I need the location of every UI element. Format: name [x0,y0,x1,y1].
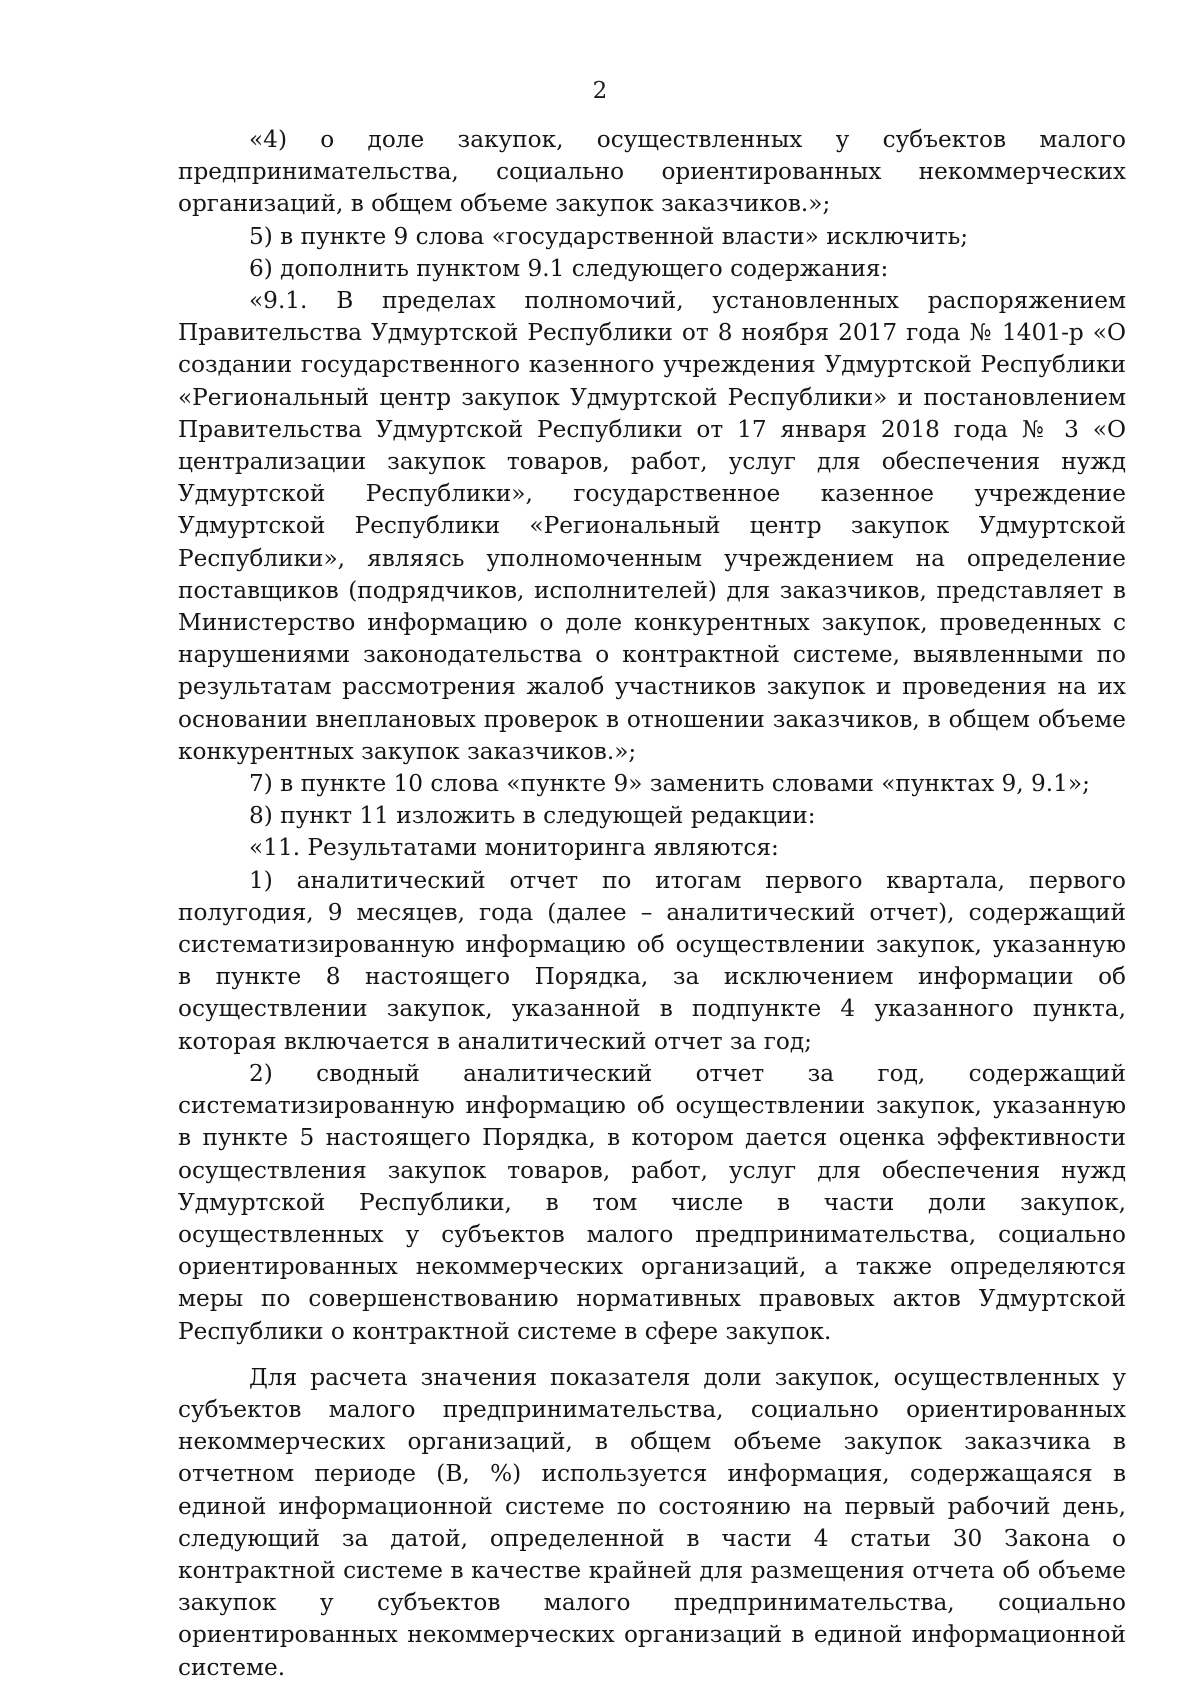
page-number: 2 [592,78,608,104]
paragraph-calculation: Для расчета значения показателя доли закупок, осуществленных у субъектов малого предпринимательства, социально ориентированных некоммерческих организаций, в общем объеме закупок заказчика в отчетном периоде (В, %) используется информация, содержащаяся в единой информационной системе по состоянию на первый рабочий день, следующий за датой, определенной в части 4 статьи 30 Закона о контрактной системе в качестве крайней для размещения отчета об объеме закупок у субъектов малого предпринимательства, социально ориентированных некоммерческих организаций в единой информационной системе. [178,1363,1126,1681]
document-body [178,124,1126,1684]
paragraph-point-6: 6) дополнить пунктом 9.1 следующего содержания: [249,254,889,282]
paragraph-subpoint-2: 2) сводный аналитический отчет за год, содержащий систематизированную информацию об осуществлении закупок, указанную в пункте 5 настоящего Порядка, в котором дается оценка эффективности осуществления закупок товаров, работ, услуг для обеспечения нужд Удмуртской Республики, в том числе в части доли закупок, осуществленных у субъектов малого предпринимательства, социально ориентированных некоммерческих организаций, а также определяются меры по совершенствованию нормативных правовых актов Удмуртской Республики о контрактной системе в сфере закупок. [178,1059,1126,1345]
paragraph-subpoint-1: 1) аналитический отчет по итогам первого квартала, первого полугодия, 9 месяцев, года (далее – аналитический отчет), содержащий систематизированную информацию об осуществлении закупок, указанную в пункте 8 настоящего Порядка, за исключением информации об осуществлении закупок, указанной в подпункте 4 указанного пункта, которая включается в аналитический отчет за год; [178,866,1126,1055]
paragraph-point-8: 8) пункт 11 изложить в следующей редакции: [249,802,816,830]
paragraph-item-4: «4) о доле закупок, осуществленных у субъектов малого предпринимательства, социально ориентированных некоммерческих организаций, в общем объеме закупок заказчиков.»; [178,126,1126,218]
paragraph-point-9-1: «9.1. В пределах полномочий, установленных распоряжением Правительства Удмуртской Республики от 8 ноября 2017 года № 1401-р «О создании государственного казенного учреждения Удмуртской Республики «Региональный центр закупок Удмуртской Республики» и постановлением Правительства Удмуртской Республики от 17 января 2018 года № 3 «О централизации закупок товаров, работ, услуг для обеспечения нужд Удмуртской Республики», государственное казенное учреждение Удмуртской Республики «Региональный центр закупок Удмуртской Республики», являясь уполномоченным учреждением на определение поставщиков (подрядчиков, исполнителей) для заказчиков, представляет в Министерство информацию о доле конкурентных закупок, проведенных с нарушениями законодательства о контрактной системе, выявленными по результатам рассмотрения жалоб участников закупок и проведения на их основании внеплановых проверок в отношении заказчиков, в общем объеме конкурентных закупок заказчиков.»; [178,287,1126,765]
paragraph-point-5: 5) в пункте 9 слова «государственной власти» исключить; [249,222,969,250]
paragraph-point-11: «11. Результатами мониторинга являются: [249,834,779,862]
paragraph-point-7: 7) в пункте 10 слова «пункте 9» заменить словами «пунктах 9, 9.1»; [249,770,1090,798]
